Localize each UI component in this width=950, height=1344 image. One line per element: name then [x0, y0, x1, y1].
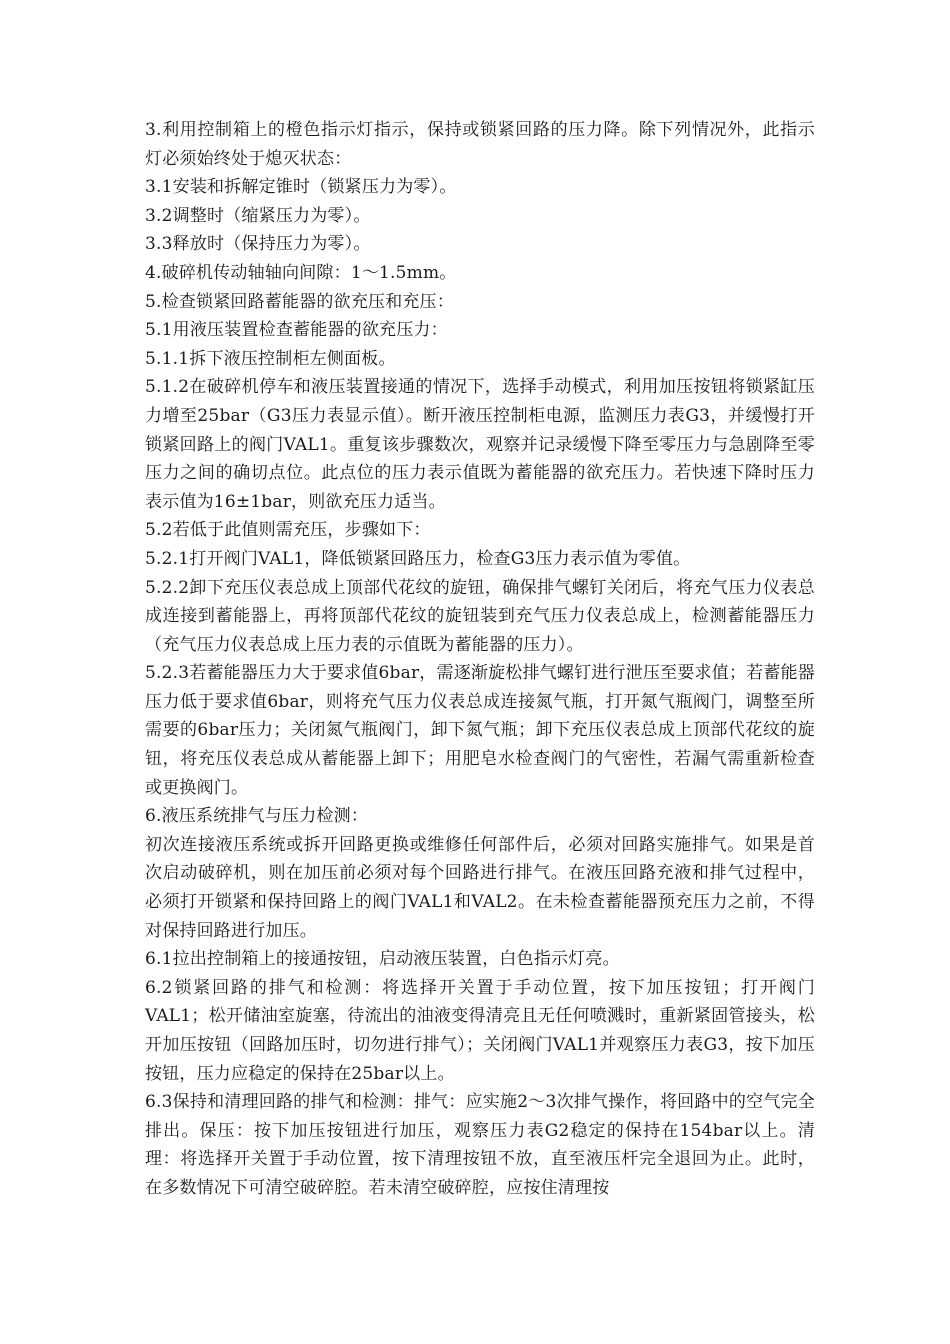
- paragraph: 5.2.2卸下充压仪表总成上顶部代花纹的旋钮，确保排气螺钉关闭后，将充气压力仪表总成连接到蓄能器上，再将顶部代花纹的旋钮装到充气压力仪表总成上，检测蓄能器压力（充气压力仪表总成上压力表的示值既为蓄能器的压力）。: [145, 577, 815, 655]
- paragraph: 6.2锁紧回路的排气和检测：将选择开关置于手动位置，按下加压按钮；打开阀门VAL1；松开储油室旋塞，待流出的油液变得清亮且无任何喷溅时，重新紧固管接头，松开加压按钮（回路加压时，切勿进行排气）；关闭阀门VAL1并观察压力表G3，按下加压按钮，压力应稳定的保持在25bar以上。: [145, 977, 815, 1084]
- paragraph: 5.2.3若蓄能器压力大于要求值6bar，需逐渐旋松排气螺钉进行泄压至要求值；若蓄能器压力低于要求值6bar，则将充气压力仪表总成连接氮气瓶，打开氮气瓶阀门，调整至所需要的6bar压力；关闭氮气瓶阀门，卸下氮气瓶；卸下充压仪表总成上顶部代花纹的旋钮，将充压仪表总成从蓄能器上卸下；用肥皂水检查阀门的气密性，若漏气需重新检查或更换阀门。: [145, 663, 815, 798]
- paragraph: 3.2调整时（缩紧压力为零）。: [145, 205, 371, 226]
- paragraph: 5.1.2在破碎机停车和液压装置接通的情况下，选择手动模式，利用加压按钮将锁紧缸压力增至25bar（G3压力表显示值）。断开液压控制柜电源，监测压力表G3，并缓慢打开锁紧回路上的阀门VAL1。重复该步骤数次，观察并记录缓慢下降至零压力与急剧降至零压力之间的确切点位。此点位的压力表示值既为蓄能器的欲充压力。若快速下降时压力表示值为16±1bar，则欲充压力适当。: [145, 377, 815, 512]
- paragraph: 5.2若低于此值则需充压，步骤如下：: [145, 520, 431, 541]
- paragraph: 3.3释放时（保持压力为零）。: [145, 234, 371, 255]
- paragraph: 3.利用控制箱上的橙色指示灯指示，保持或锁紧回路的压力降。除下列情况外，此指示灯必须始终处于熄灭状态：: [145, 120, 815, 169]
- paragraph: 6.1拉出控制箱上的接通按钮，启动液压装置，白色指示灯亮。: [145, 949, 620, 970]
- paragraph: 初次连接液压系统或拆开回路更换或维修任何部件后，必须对回路实施排气。如果是首次启动破碎机，则在加压前必须对每个回路进行排气。在液压回路充液和排气过程中，必须打开锁紧和保持回路上的阀门VAL1和VAL2。在未检查蓄能器预充压力之前，不得对保持回路进行加压。: [145, 834, 815, 941]
- paragraph: 4.破碎机传动轴轴向间隙：1～1.5mm。: [145, 262, 457, 283]
- document-body: [145, 116, 815, 1203]
- paragraph: 3.1安装和拆解定锥时（锁紧压力为零）。: [145, 177, 457, 198]
- paragraph: 5.2.1打开阀门VAL1，降低锁紧回路压力，检查G3压力表示值为零值。: [145, 548, 691, 569]
- paragraph: 6.3保持和清理回路的排气和检测：排气：应实施2～3次排气操作，将回路中的空气完全排出。保压：按下加压按钮进行加压，观察压力表G2稳定的保持在154bar以上。清理：将选择开关置于手动位置，按下清理按钮不放，直至液压杆完全退回为止。此时，在多数情况下可清空破碎腔。若未清空破碎腔，应按住清理按: [145, 1092, 815, 1198]
- paragraph: 5.1用液压装置检查蓄能器的欲充压力：: [145, 320, 448, 341]
- paragraph: 6.液压系统排气与压力检测：: [145, 806, 369, 827]
- paragraph: 5.1.1拆下液压控制柜左侧面板。: [145, 348, 396, 369]
- paragraph: 5.检查锁紧回路蓄能器的欲充压和充压：: [145, 291, 455, 312]
